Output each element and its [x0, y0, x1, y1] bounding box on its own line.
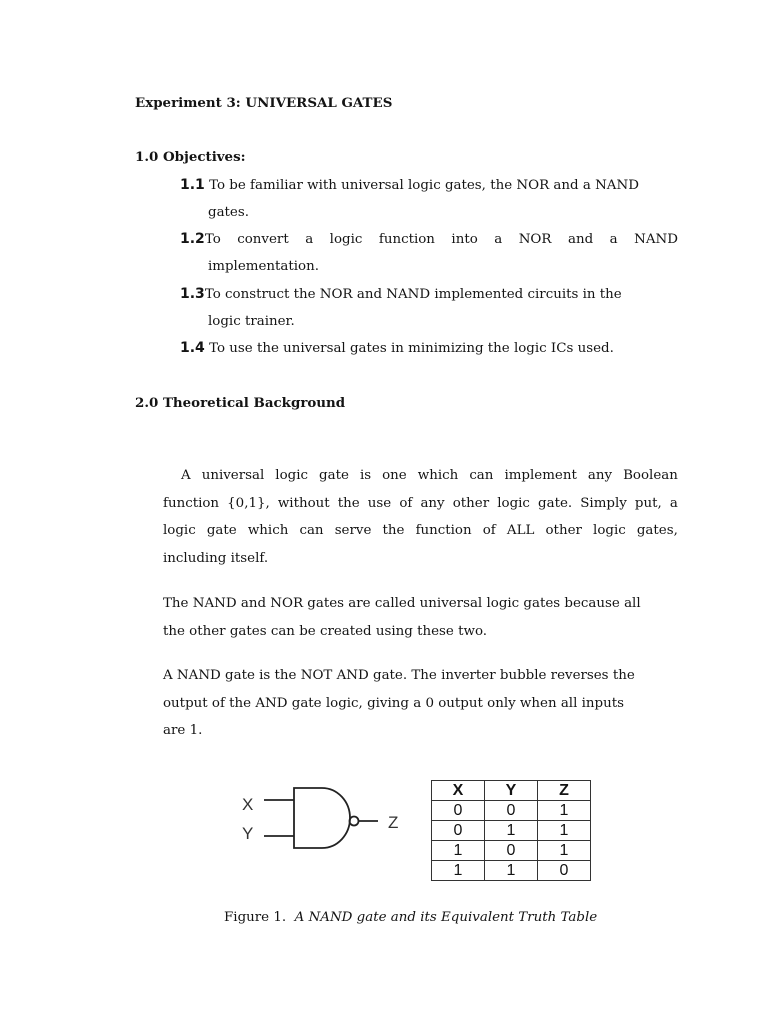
objective-number: 1.3 [180, 286, 205, 302]
page-title: Experiment 3: UNIVERSAL GATES [135, 95, 393, 111]
objective-text: To construct the NOR and NAND implemented circuits in the [204, 287, 622, 302]
table-row [432, 841, 591, 861]
objective-number: 1.4 [180, 340, 205, 356]
table-cell: 0 [485, 801, 538, 821]
objective-text-cont: gates. [208, 205, 249, 220]
header-x: X [432, 781, 485, 801]
objective-number: 1.1 [180, 177, 205, 193]
figure-caption [224, 910, 597, 925]
table-cell: 0 [432, 821, 485, 841]
objective-item [180, 172, 678, 226]
table-cell: 1 [432, 841, 485, 861]
table-header-row [432, 781, 591, 801]
table-cell: 0 [485, 841, 538, 861]
objective-text: To use the universal gates in minimizing the logic ICs used. [209, 341, 614, 356]
table-row [432, 801, 591, 821]
header-y: Y [485, 781, 538, 801]
background-heading: 2.0 Theoretical Background [135, 395, 346, 411]
table-cell: 1 [538, 841, 591, 861]
nand-gate-symbol [230, 778, 420, 858]
objective-text: 1.2To convert a logic function into a NOR and a NAND [180, 231, 678, 247]
table-cell: 1 [538, 801, 591, 821]
table-cell: 0 [538, 861, 591, 881]
gate-label-y: Y [242, 824, 254, 843]
objective-text: To be familiar with universal logic gates, the NOR and a NAND [209, 178, 639, 193]
caption-label: Figure 1. [224, 910, 287, 925]
table-row [432, 861, 591, 881]
objective-item [180, 226, 678, 280]
paragraph-universal-gate: A universal logic gate is one which can implement any Boolean function {0,1}, without the use of any other logic gate. Simply put, a logic gate which can serve the function of ALL other logic gates, including itself. [163, 468, 678, 566]
paragraph-nand-nor: The NAND and NOR gates are called universal logic gates because all the other gates can be created using these two. [163, 596, 641, 639]
objective-item [180, 335, 678, 362]
gate-label-z: Z [388, 813, 399, 832]
objectives-heading: 1.0 Objectives: [135, 149, 246, 165]
gate-label-x: X [242, 795, 254, 814]
table-cell: 0 [432, 801, 485, 821]
table-cell: 1 [485, 861, 538, 881]
header-z: Z [538, 781, 591, 801]
table-cell: 1 [485, 821, 538, 841]
paragraph-nand-gate: A NAND gate is the NOT AND gate. The inverter bubble reverses the output of the AND gate logic, giving a 0 output only when all inputs are 1. [163, 668, 635, 738]
table-row [432, 821, 591, 841]
objective-text-cont: implementation. [208, 259, 319, 274]
objective-number: 1.2 [180, 231, 205, 247]
truth-table [431, 780, 591, 881]
objective-item [180, 281, 678, 335]
caption-text: A NAND gate and its Equivalent Truth Table [294, 910, 598, 925]
table-cell: 1 [538, 821, 591, 841]
table-cell: 1 [432, 861, 485, 881]
objective-text-cont: logic trainer. [208, 314, 295, 329]
